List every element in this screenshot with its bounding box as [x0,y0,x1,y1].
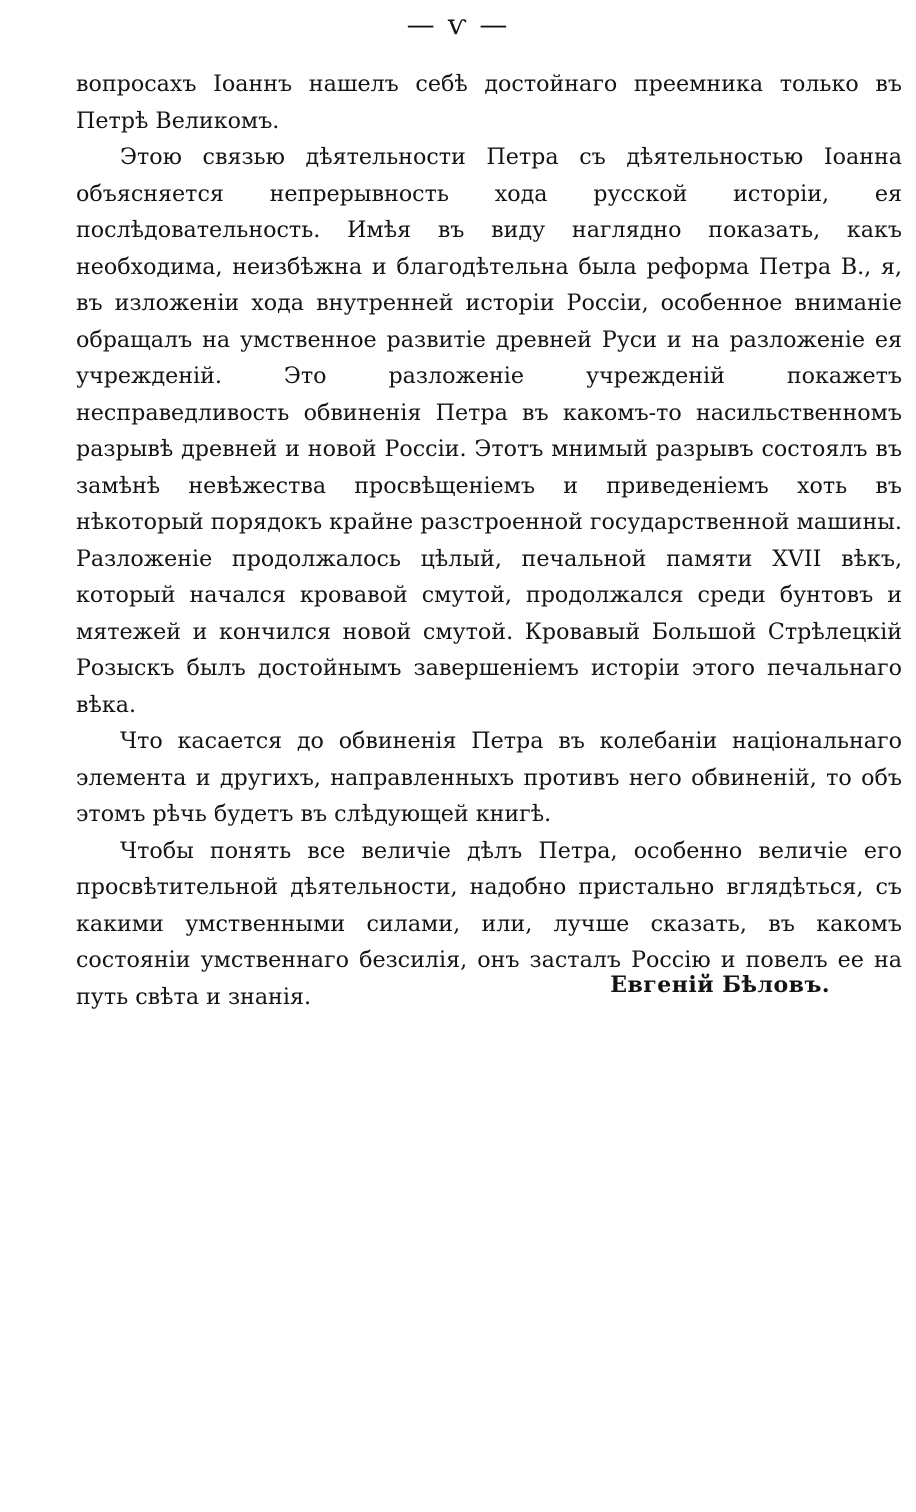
paragraph-continued: вопросахъ Іоаннъ нашелъ себѣ достойнаго преемника только въ Петрѣ Великомъ. [76,71,902,134]
paragraph: Что касается до обвиненія Петра въ колебаніи національнаго элемента и другихъ, направленныхъ противъ него обвиненій, то объ этомъ рѣчь будетъ въ слѣдующей книгѣ. [76,728,902,827]
body-text [76,66,902,1015]
paragraph: Этою связью дѣятельности Петра съ дѣятельностью Іоанна объясняется непрерывность хода русской исторіи, ея послѣдовательность. Имѣя въ виду наглядно показать, какъ необходима, неизбѣжна и благодѣтельна была реформа Петра В., я, въ изложеніи хода внутренней исторіи Россіи, особенное вниманіе обращалъ на умственное развитіе древней Руси и на разложеніе ея учрежденій. Это разложеніе учрежденій покажетъ несправедливость обвиненія Петра въ какомъ-то насильственномъ разрывѣ древней и новой Россіи. Этотъ мнимый разрывъ состоялъ въ замѣнѣ невѣжества просвѣщеніемъ и приведеніемъ хоть въ нѣкоторый порядокъ крайне разстроенной государственной машины. Разложеніе продолжалось цѣлый, печальной памяти XVII вѣкъ, который начался кровавой смутой, продолжался среди бунтовъ и мятежей и кончился новой смутой. Кровавый Большой Стрѣлецкій Розыскъ былъ достойнымъ завершеніемъ исторіи этого печальнаго вѣка. [76,144,902,718]
author-signature: Евгеній Бѣловъ. [610,972,830,998]
paragraph: Чтобы понять все величіе дѣлъ Петра, особенно величіе его просвѣтительной дѣятельности, надобно пристально вглядѣться, съ какими умственными силами, или, лучше сказать, въ какомъ состояніи умственнаго безсилія, онъ засталъ Россію и повелъ ее на путь свѣта и знанія. [76,837,902,1010]
page-number: — ѵ — [406,8,510,41]
